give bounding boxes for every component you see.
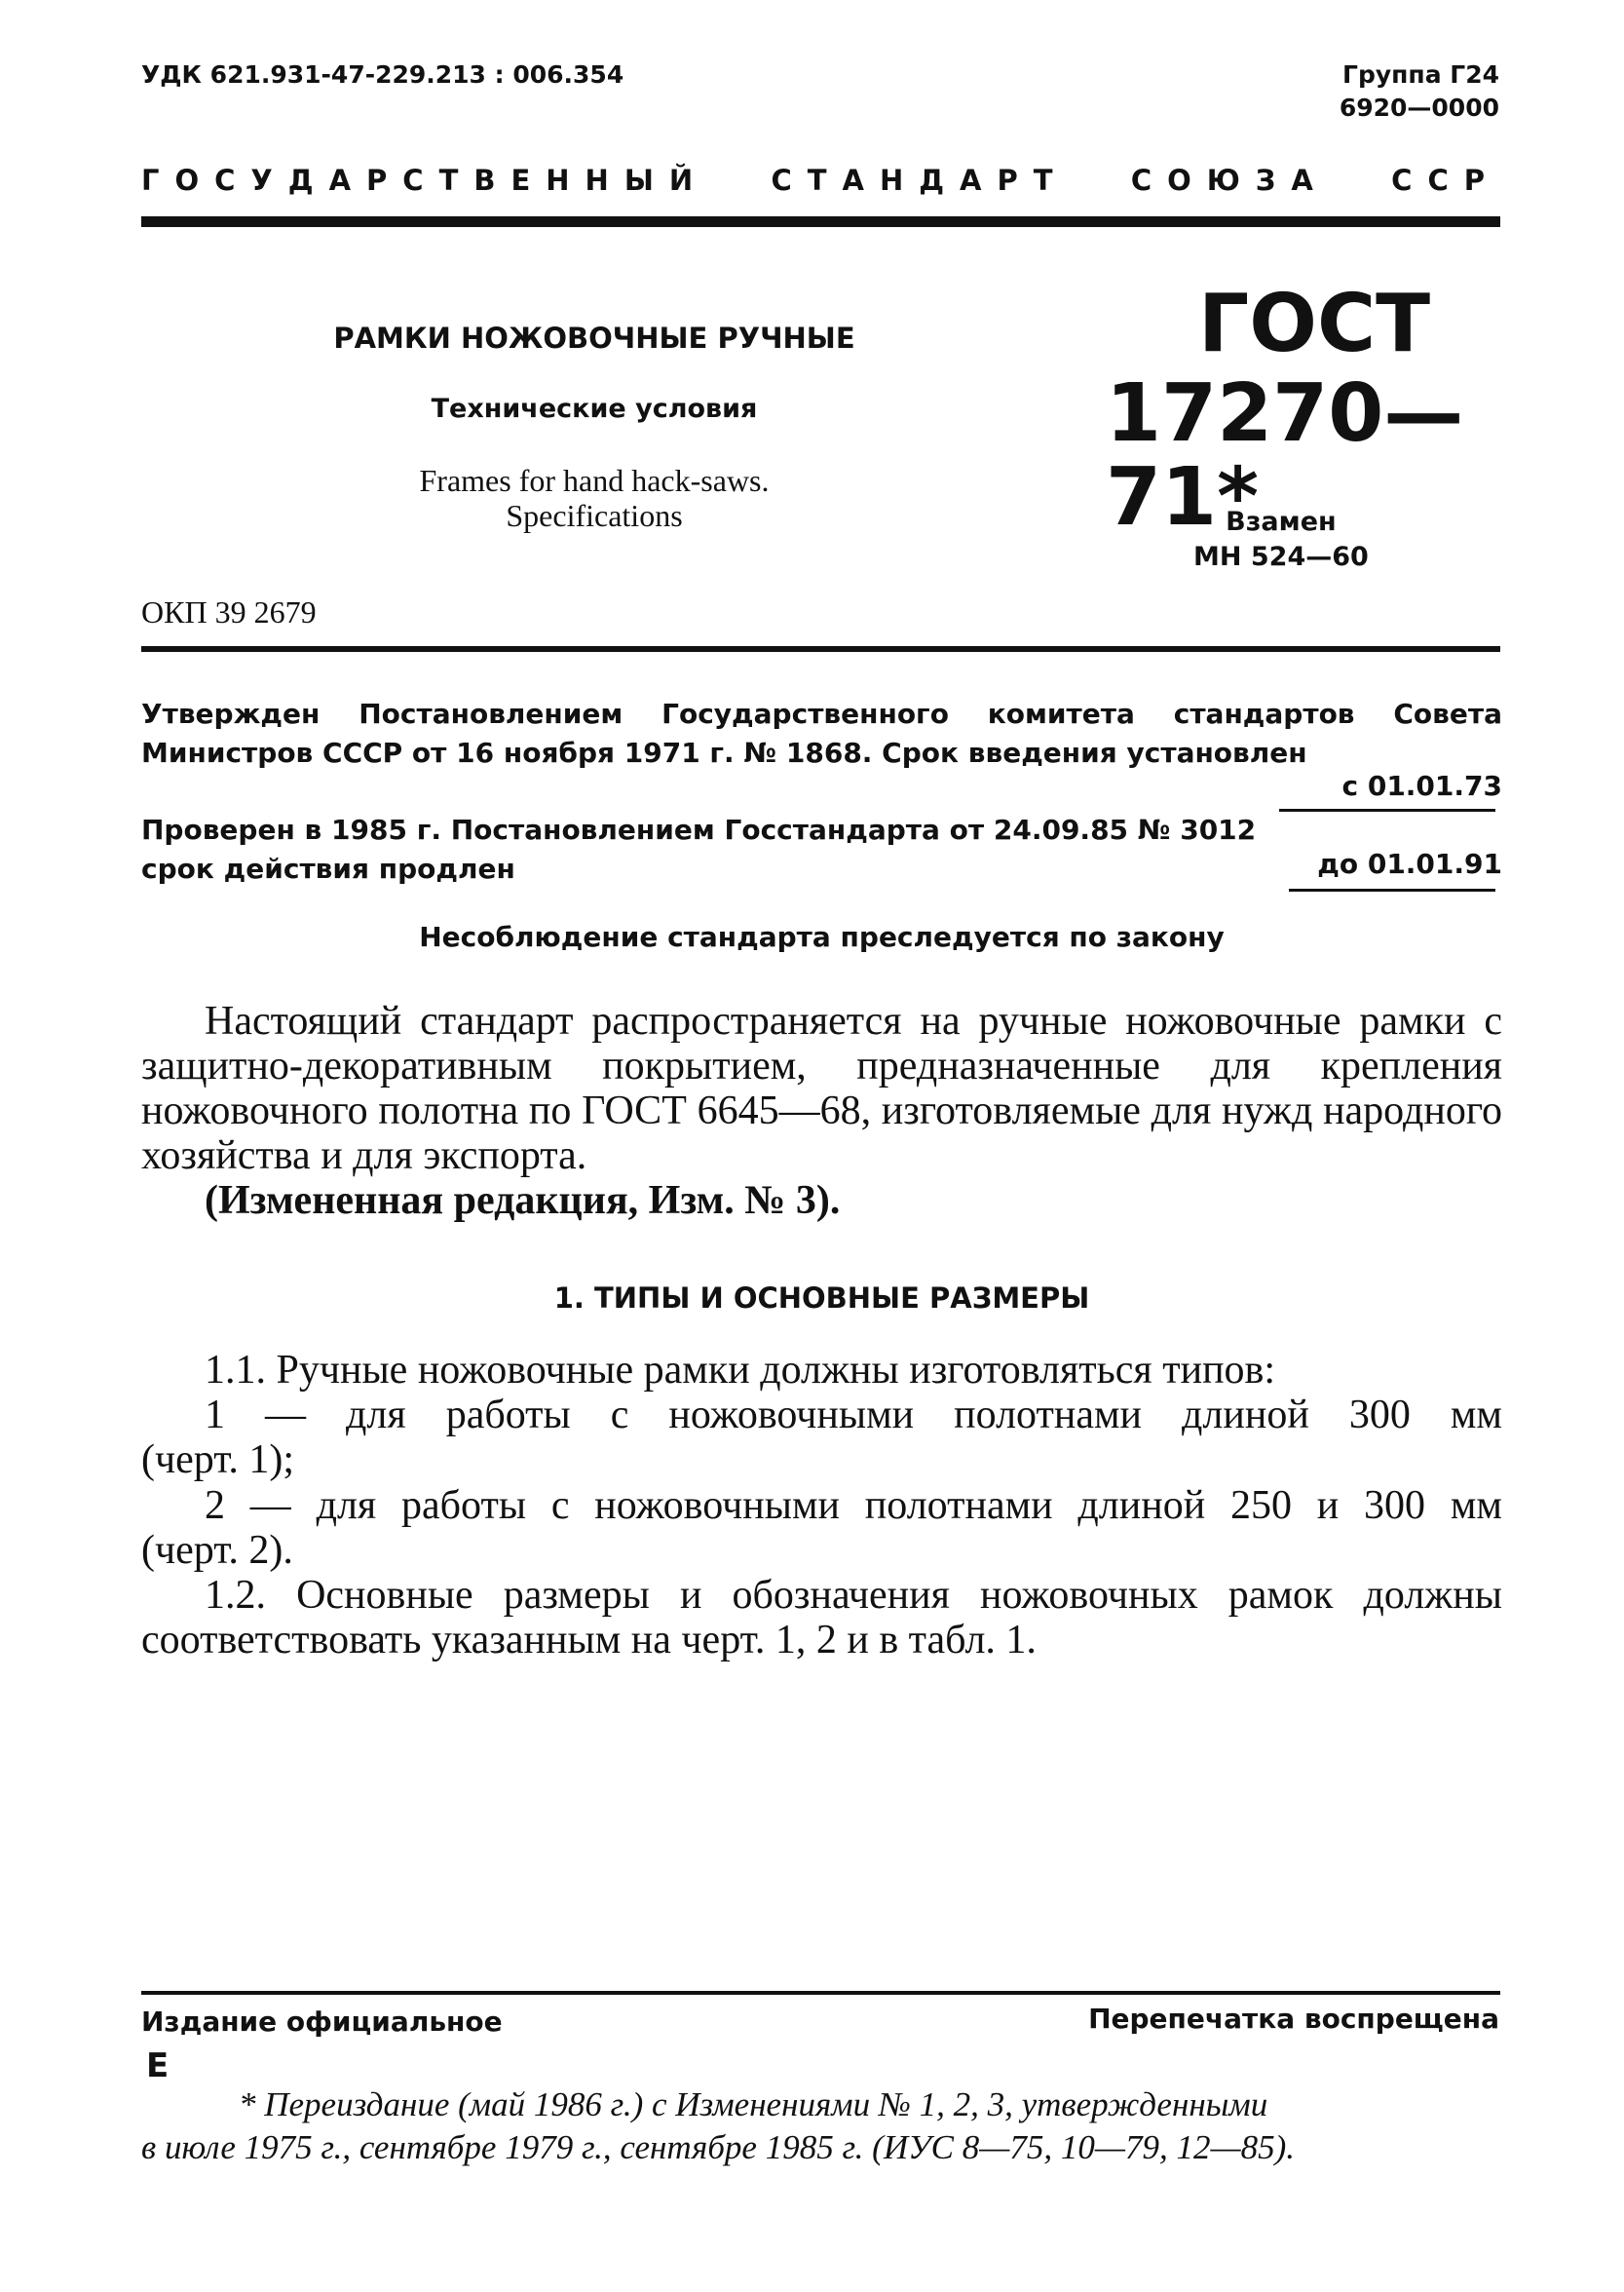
replaces-label: Взамен [1226,507,1337,537]
checked-text [141,811,1271,889]
banner-word: ССР [1391,164,1500,197]
gost-label: ГОСТ [1198,278,1431,370]
state-standard-banner [141,164,1500,197]
edition-letter: Е [146,2046,170,2085]
footnote-line: в июле 1975 г., сентябре 1979 г., сентябре 1985 г. (ИУС 8—75, 10—79, 12—85). [141,2128,1296,2166]
clause-1-1: 1.1. Ручные ножовочные рамки должны изготовляться типов: [205,1348,1276,1393]
checked-line: срок действия продлен [141,853,515,885]
checked-line: Проверен в 1985 г. Постановлением Госстандарта от 24.09.85 № 3012 [141,814,1257,846]
banner-word: СТАНДАРТ [771,164,1069,197]
title-divider [141,646,1500,652]
english-title-line: Specifications [506,498,683,533]
intro-amendment-note: (Измененная редакция, Изм. № 3). [205,1178,841,1223]
replaces-block [1193,505,1369,575]
clause-1-1-type-1: 1 — для работы с ножовочными полотнами длиной 300 мм [205,1393,1502,1437]
checked-date: до 01.01.91 [1317,848,1502,880]
group-block [1340,58,1499,125]
official-edition: Издание официальное [141,2006,503,2038]
group-label: Группа Г24 [1342,60,1499,89]
english-title-line: Frames for hand hack-saws. [419,463,770,498]
document-subtitle: Технические условия [431,394,758,424]
english-title [292,463,896,533]
gost-number: 17270—71* [1106,367,1464,544]
title-block [292,322,896,533]
checked-date-underline [1289,889,1495,892]
approval-date-underline [1279,809,1495,812]
okp-code: ОКП 39 2679 [141,594,317,630]
banner-word: ГОСУДАРСТВЕННЫЙ [141,164,709,197]
footer-divider [141,1991,1500,1995]
document-title: РАМКИ НОЖОВОЧНЫЕ РУЧНЫЕ [333,322,855,355]
clause-1-1-type-1-ref: (черт. 1); [141,1437,295,1482]
udk-code: УДК 621.931-47-229.213 : 006.354 [141,60,624,89]
replaces-value: МН 524—60 [1193,542,1369,572]
clause-1-1-type-2-ref: (черт. 2). [141,1528,293,1573]
clause-1-2: 1.2. Основные размеры и обозначения ножовочных рамок должны соответствовать указанным на черт. 1, 2 и в табл. 1. [141,1573,1502,1662]
section-heading: 1. ТИПЫ И ОСНОВНЫЕ РАЗМЕРЫ [553,1281,1090,1315]
okp-group-code: 6920—0000 [1339,94,1499,122]
approval-date: с 01.01.73 [1341,770,1502,802]
clause-1-1-type-2: 2 — для работы с ножовочными полотнами длиной 250 и 300 мм [205,1483,1502,1528]
legal-notice: Несоблюдение стандарта преследуется по закону [419,921,1225,953]
banner-word: СОЮЗА [1130,164,1329,197]
gost-designation [1106,278,1495,544]
header-divider [141,216,1500,227]
reprint-prohibited: Перепечатка воспрещена [1088,2003,1499,2035]
footnote [141,2083,1505,2169]
approval-text: Утвержден Постановлением Государственного комитета стандартов Совета Министров СССР от 16 ноября 1971 г. № 1868. Срок введения установлен [141,698,1502,769]
intro-paragraph: Настоящий стандарт распространяется на ручные ножовочные рамки с защитно-декоративным покрытием, предназначенные для крепления ножовочного полотна по ГОСТ 6645—68, изготовляемые для нужд народного хозяйства и для экспорта. [141,999,1502,1178]
footnote-line: * Переиздание (май 1986 г.) с Изменениями № 1, 2, 3, утвержденными [239,2085,1268,2123]
